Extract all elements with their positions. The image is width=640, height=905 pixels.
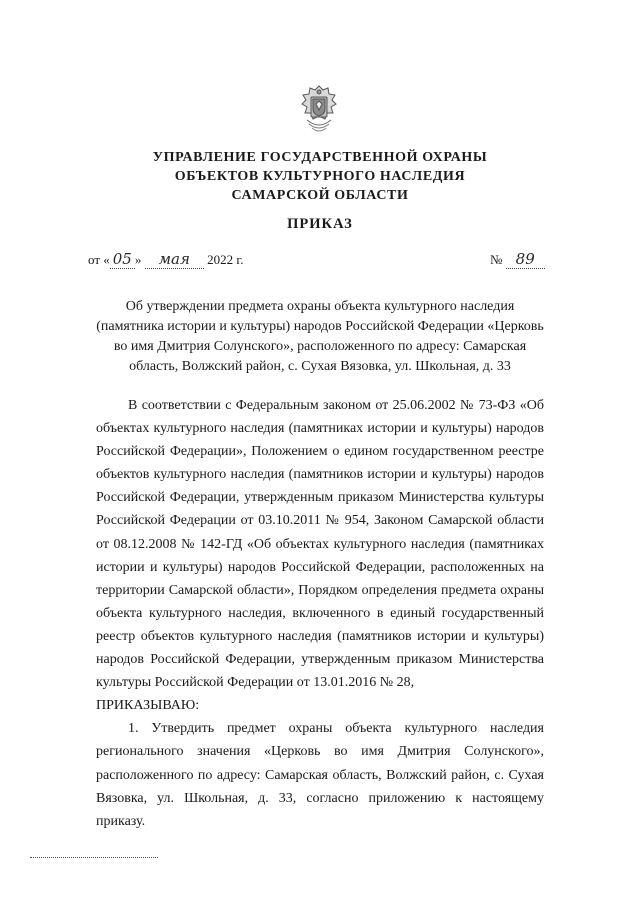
footnote-divider xyxy=(30,857,158,858)
organization-name-line-2: ОБЪЕКТОВ КУЛЬТУРНОГО НАСЛЕДИЯ xyxy=(174,169,466,184)
coat-of-arms-icon xyxy=(298,84,340,136)
order-date xyxy=(88,250,244,268)
number-prefix: № xyxy=(490,252,503,267)
organization-name-line-1: УПРАВЛЕНИЕ ГОСУДАРСТВЕННОЙ ОХРАНЫ xyxy=(152,150,488,165)
date-month: мая xyxy=(145,250,204,269)
preamble-paragraph: В соответствии с Федеральным законом от 25.06.2002 № 73-ФЗ «Об объектах культурного наследия (памятниках истории и культуры) народов Российской Федерации», Положением о едином государственном реестре объектов культурного наследия (памятников истории и культуры) народов Российской Федерации, утвержденным приказом Министерства культуры Российской Федерации от 03.10.2011 № 954, Законом Самарской области от 08.12.2008 № 142-ГД «Об объектах культурного наследия (памятниках истории и культуры) народов Российской Федерации, расположенных на территории Самарской области», Порядком определения предмета охраны объекта культурного наследия, включенного в единый государственный реестр объектов культурного наследия (памятников истории и культуры) народов Российской Федерации, утвержденным приказом Министерства культуры Российской Федерации от 13.01.2016 № 28, xyxy=(96,398,544,691)
document-type: ПРИКАЗ xyxy=(287,216,353,232)
organization-name-line-3: САМАРСКОЙ ОБЛАСТИ xyxy=(231,188,409,203)
clause-1: 1. Утвердить предмет охраны объекта культурного наследия регионального значения «Церковь во имя Дмитрия Солунского», расположенного по адресу: Самарская область, Волжский район, с. Сухая Вязовка, ул. Школьная, д. 33, согласно приложению к настоящему приказу. xyxy=(96,721,544,829)
number-value: 89 xyxy=(506,250,545,269)
date-day: 05 xyxy=(110,250,135,269)
date-prefix: от « xyxy=(88,252,110,267)
order-word: ПРИКАЗЫВАЮ: xyxy=(96,698,200,714)
document-title: Об утверждении предмета охраны объекта культурного наследия (памятника истории и культуры) народов Российской Федерации «Церковь во имя Дмитрия Солунского», расположенного по адресу: Самарская область, Волжский район, с. Сухая Вязовка, ул. Школьная, д. 33 xyxy=(96,299,544,374)
order-number xyxy=(490,250,545,268)
date-year: 2022 г. xyxy=(207,252,244,267)
date-mid: » xyxy=(134,252,142,267)
document-body xyxy=(96,394,544,833)
